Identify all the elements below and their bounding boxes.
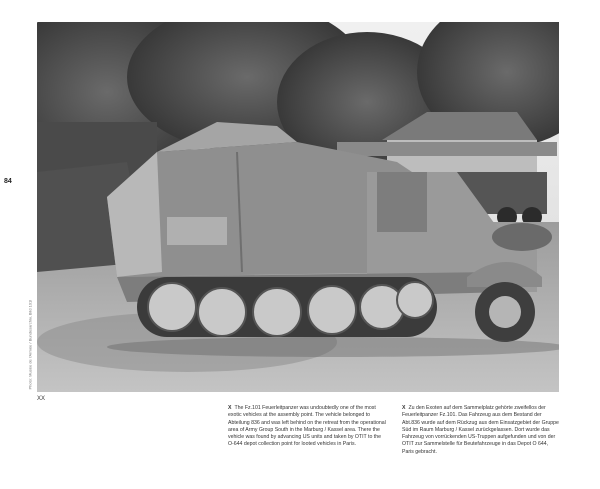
- caption-english: [228, 405, 386, 449]
- spare-wheel: [492, 223, 552, 251]
- halftrack-photo-illustration: [37, 22, 559, 392]
- photo-credit: [27, 200, 34, 390]
- historical-photo: [37, 22, 559, 392]
- stowage-box: [167, 217, 227, 245]
- caption-english-text: The Fz.101 Feuerleitpanzer was undoubtedly one of the most exotic vehicles at the assembly point. The vehicle belonged to Abteilung 836 and was left behind on the retreat from the operational area of Army Group South in the Marburg / Kassel area. There the vehicle was found by advancing US units and taken by OTIT to the O-644 depot collection point for looted vehicles in Paris.: [228, 405, 386, 448]
- page-number: 84: [4, 178, 12, 185]
- caption-german-text: Zu den Exoten auf dem Sammelplatz gehörte zweifellos der Feuerleitpanzer Fz.101. Das Fahrzeug aus dem Bestand der Abt.836 wurde auf dem Rückzug aus dem Einsatzgebiet der Gruppe Süd im Raum Marburg / Kassel zurückgelassen. Dort wurde das Fahrzeug von vorrückenden US-Truppen aufgefunden und von der OTIT zur Sammelstelle für Beutefahrzeuge in das Depot O 644, Paris gebracht.: [402, 405, 559, 455]
- caption-marker: X: [402, 405, 406, 411]
- caption-german: [402, 405, 560, 456]
- caption-marker: X: [228, 405, 232, 411]
- photo-credit-text: Photo: Musée de l'Armée / Bundesarchiv, Bild 101I: [27, 299, 33, 390]
- figure-reference: XX: [37, 396, 46, 402]
